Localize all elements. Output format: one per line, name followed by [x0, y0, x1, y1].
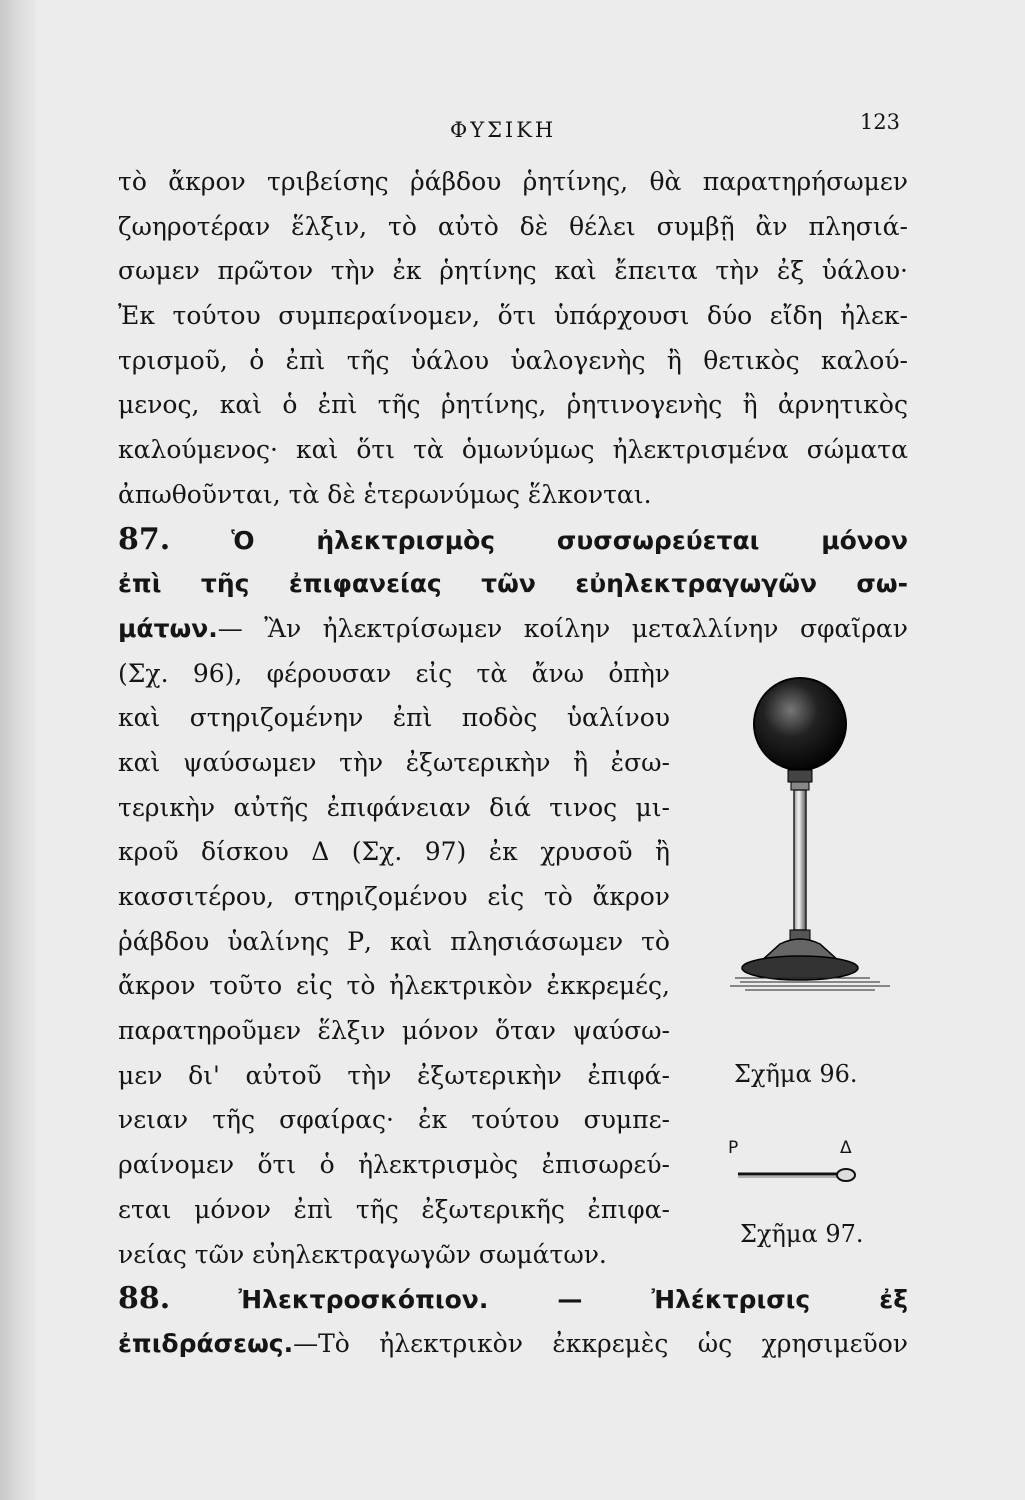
figure-97-label-d: Δ — [840, 1138, 852, 1158]
text-line: ἄκρον τοῦτο εἰς τὸ ἠλεκτρικὸν ἐκκρεμές, — [118, 971, 670, 1001]
section-88-heading-line — [118, 1322, 908, 1367]
section-88-heading-line — [118, 1277, 908, 1322]
figure-96-sphere-on-stand — [730, 672, 900, 1002]
text-run: — Ἂν ἠλεκτρίσωμεν κοίλην μεταλλίνην σφαῖραν — [217, 613, 908, 643]
text-line: καλούμενος· καὶ ὅτι τὰ ὁμωνύμως ἠλεκτρισμένα σώματα — [118, 435, 908, 465]
section-heading: ἐπιδράσεως. — [118, 1328, 294, 1358]
section-number: 88. — [118, 1281, 171, 1317]
running-head — [120, 110, 900, 148]
figure-97-caption: Σχῆμα 97. — [740, 1220, 864, 1248]
text-beside-figure — [118, 652, 678, 1278]
section-number: 87. — [118, 521, 171, 557]
section-87-heading-line — [118, 562, 908, 607]
section-87-heading-line — [118, 607, 908, 652]
section-87-heading-line — [118, 518, 908, 563]
page-number: 123 — [859, 110, 900, 134]
text-run: —Τὸ ἠλεκτρικὸν ἐκκρεμὲς ὡς χρησιμεῦον — [293, 1328, 908, 1358]
text-line: ραίνομεν ὅτι ὁ ἠλεκτρισμὸς ἐπισωρεύ- — [118, 1150, 670, 1180]
text-line: σωμεν πρῶτον τὴν ἐκ ῥητίνης καὶ ἔπειτα τὴν ἐξ ὑάλου· — [118, 256, 908, 286]
text-line: νείας τῶν εὐηλεκτραγωγῶν σωμάτων. — [118, 1239, 607, 1269]
text-line: καὶ στηριζομένην ἐπὶ ποδὸς ὑαλίνου — [118, 703, 670, 733]
text-line: τὸ ἄκρον τριβείσης ῥάβδου ῥητίνης, θὰ παρατηρήσωμεν — [118, 167, 908, 196]
text-line: εται μόνον ἐπὶ τῆς ἐξωτερικῆς ἐπιφα- — [118, 1194, 670, 1224]
text-line: μενος, καὶ ὁ ἐπὶ τῆς ῥητίνης, ῥητινογενὴς ἢ ἀρνητικὸς — [118, 390, 908, 420]
text-line: Ἐκ τούτου συμπεραίνομεν, ὅτι ὑπάρχουσι δύο εἴδη ἠλεκ- — [118, 301, 908, 331]
section-heading: μάτων. — [118, 613, 218, 643]
section-heading: ἐπὶ τῆς ἐπιφανείας τῶν εὐηλεκτραγωγῶν σω- — [118, 569, 908, 599]
text-line: κασσιτέρου, στηριζομένου εἰς τὸ ἄκρον — [118, 882, 670, 911]
page-spine-shadow — [0, 0, 36, 1500]
text-line: τερικὴν αὐτῆς ἐπιφάνειαν διά τινος μι- — [118, 792, 670, 822]
section-heading: Ἠλεκτροσκόπιον. — Ἠλέκτρισις ἐξ — [238, 1285, 908, 1315]
text-line: καὶ ψαύσωμεν τὴν ἐξωτερικὴν ἢ ἐσω- — [118, 747, 670, 777]
figure-96-caption: Σχῆμα 96. — [734, 1060, 858, 1088]
figure-97-proof-plane — [720, 1140, 870, 1190]
running-title: ΦΥΣΙΚΗ — [450, 118, 557, 142]
text-line: τρισμοῦ, ὁ ἐπὶ τῆς ὑάλου ὑαλογενὴς ἢ θετικὸς καλού- — [118, 345, 908, 375]
text-line: ζωηροτέραν ἕλξιν, τὸ αὐτὸ δὲ θέλει συμβῇ ἂν πλησιά- — [118, 211, 908, 241]
text-line: κροῦ δίσκου Δ (Σχ. 97) ἐκ χρυσοῦ ἢ — [118, 837, 670, 867]
text-line: ἀπωθοῦνται, τὰ δὲ ἑτερωνύμως ἕλκονται. — [118, 479, 652, 509]
section-heading: Ὁ ἠλεκτρισμὸς συσσωρεύεται μόνον — [231, 525, 908, 555]
text-line: (Σχ. 96), φέρουσαν εἰς τὰ ἄνω ὀπὴν — [118, 658, 670, 688]
text-line: μεν δι' αὐτοῦ τὴν ἐξωτερικὴν ἐπιφά- — [118, 1060, 670, 1090]
text-line: ῥάβδου ὑαλίνης Ρ, καὶ πλησιάσωμεν τὸ — [118, 926, 670, 956]
text-line: νειαν τῆς σφαίρας· ἐκ τούτου συμπε- — [118, 1105, 670, 1135]
figure-97-label-p: Ρ — [728, 1138, 739, 1158]
text-line: παρατηροῦμεν ἕλξιν μόνον ὅταν ψαύσω- — [118, 1016, 670, 1046]
